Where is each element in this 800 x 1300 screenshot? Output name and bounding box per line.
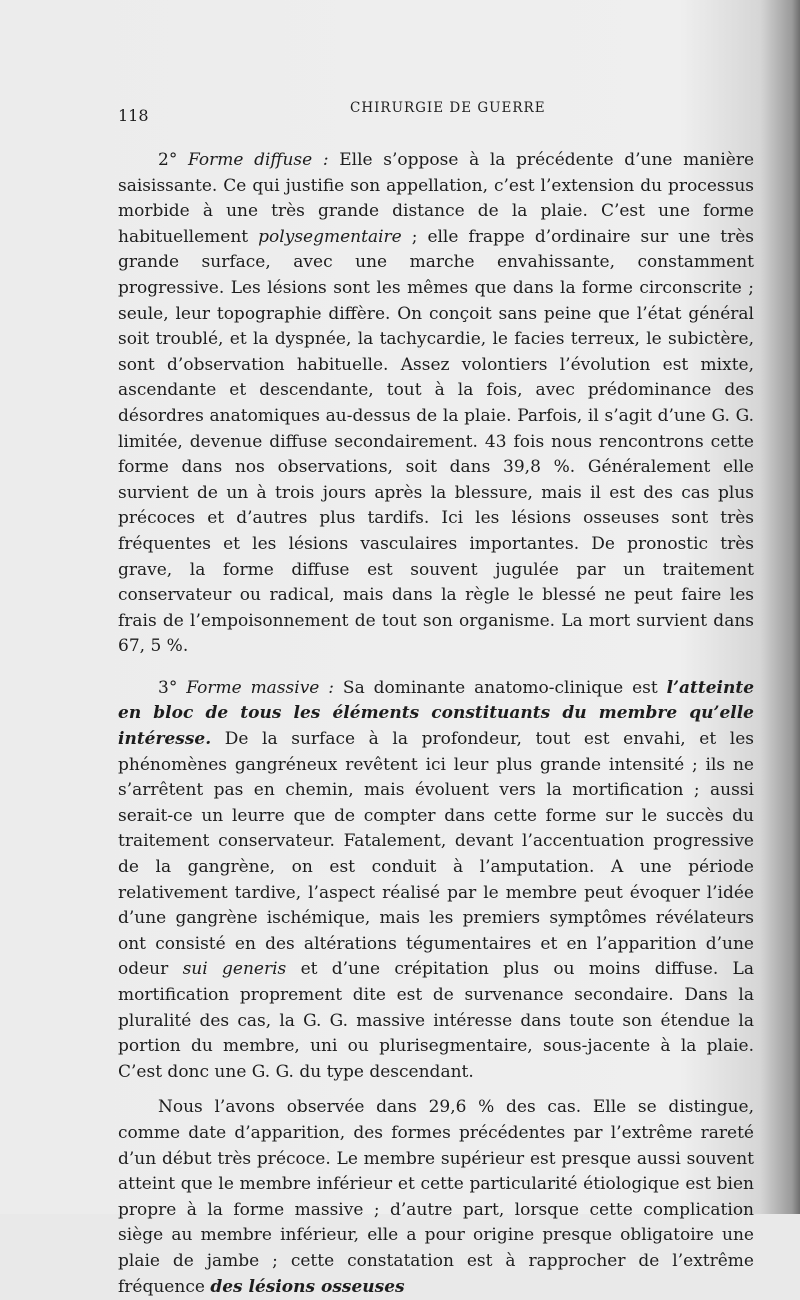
section-heading: Forme diffuse :	[188, 150, 329, 170]
emphasis-text: polysegmentaire	[258, 226, 402, 247]
section-number: 3°	[158, 677, 178, 698]
emphasis-text: des lésions osseuses	[210, 1276, 405, 1297]
paragraph-text: Sa dominante anatomo-clinique est	[334, 677, 667, 698]
page-header	[118, 100, 740, 124]
paragraph-forme-massive	[118, 676, 754, 1086]
paragraph-text: De la surface à la profondeur, tout est envahi, et les phénomènes gangréneux revêtent ici leur plus grande intensité ; ils ne s’arrêtent pas en chemin, mais évoluent vers la mortification ; aussi serait-ce un leurre que de compter dans cette forme sur le succès du traitement conservateur. Fatalement, devant l’accentuation progressive de la gangrène, on est conduit à l’amputation. A une période relativement tardive, l’aspect réalisé par le membre peut évoquer l’idée d’une gangrène ischémique, mais les premiers symptômes révélateurs ont consisté en des altérations tégumentaires et en l’apparition d’une odeur	[118, 729, 754, 980]
paragraph-text: Nous l’avons observée dans 29,6 % des cas. Elle se distingue, comme date d’apparition, des formes précédentes par l’extrême rareté d’un début très précoce. Le membre supérieur est presque aussi souvent atteint que le membre inférieur et cette particularité étiologique est bien propre à la forme massive ; d’autre part, lorsque cette complication siège au membre inférieur, elle a pour origine presque obligatoire une plaie de jambe ; cette constatation est à rapprocher de l’extrême fréquence	[118, 1097, 754, 1297]
emphasis-text: sui generis	[182, 959, 287, 980]
paragraph-text: Elle s’oppose à la précédente d’une manière saisissante. Ce qui justifie son appellation, c’est l’extension du processus morbide à une très grande distance de la plaie. C’est une forme habituellement	[118, 150, 755, 247]
page-number: 118	[118, 106, 149, 125]
body-text	[118, 148, 754, 1300]
paragraph-text: ; elle frappe d’ordinaire sur une très grande surface, avec une marche envahissante, constamment progressive. Les lésions sont les mêmes que dans la forme circonscrite ; seule, leur topographie diffère. On conçoit sans peine que l’état général soit troublé, et la dyspnée, la tachycardie, le facies terreux, le subictère, sont d’observation habituelle. Assez volontiers l’évolution est mixte, ascendante et descendante, tout à la fois, avec prédominance des désordres anatomiques au-dessus de la plaie. Parfois, il s’agit d’une G. G. limitée, devenue diffuse secondairement. 43 fois nous rencontrons cette forme dans nos observations, soit dans 39,8 %. Généralement elle survient de un à trois jours après la blessure, mais il est des cas plus précoces et d’autres plus tardifs. Ici les lésions osseuses sont très fréquentes et les lésions vasculaires importantes. De pronostic très grave, la forme diffuse est souvent jugulée par un traitement conservateur ou radical, mais dans la règle le blessé ne peut faire les frais de l’empoisonnement de tout son organisme. La mort survient dans 67, 5 %.	[118, 226, 755, 657]
paragraph-observations	[118, 1095, 754, 1300]
emphasis-text: l’atteinte en bloc de tous les éléments constituants du membre qu’elle intéresse.	[118, 677, 755, 750]
paragraph-forme-diffuse	[118, 148, 754, 660]
paragraph-text: et d’une crépitation plus ou moins diffuse. La mortification proprement dite est de survenance secondaire. Dans la pluralité des cas, la G. G. massive intéresse dans toute son étendue la portion du membre, uni ou plurisegmentaire, sous-jacente à la plaie. C’est donc une G. G. du type descendant.	[118, 959, 754, 1082]
running-title: CHIRURGIE DE GUERRE	[350, 100, 546, 116]
section-number: 2°	[158, 150, 178, 170]
section-heading: Forme massive :	[186, 677, 335, 698]
